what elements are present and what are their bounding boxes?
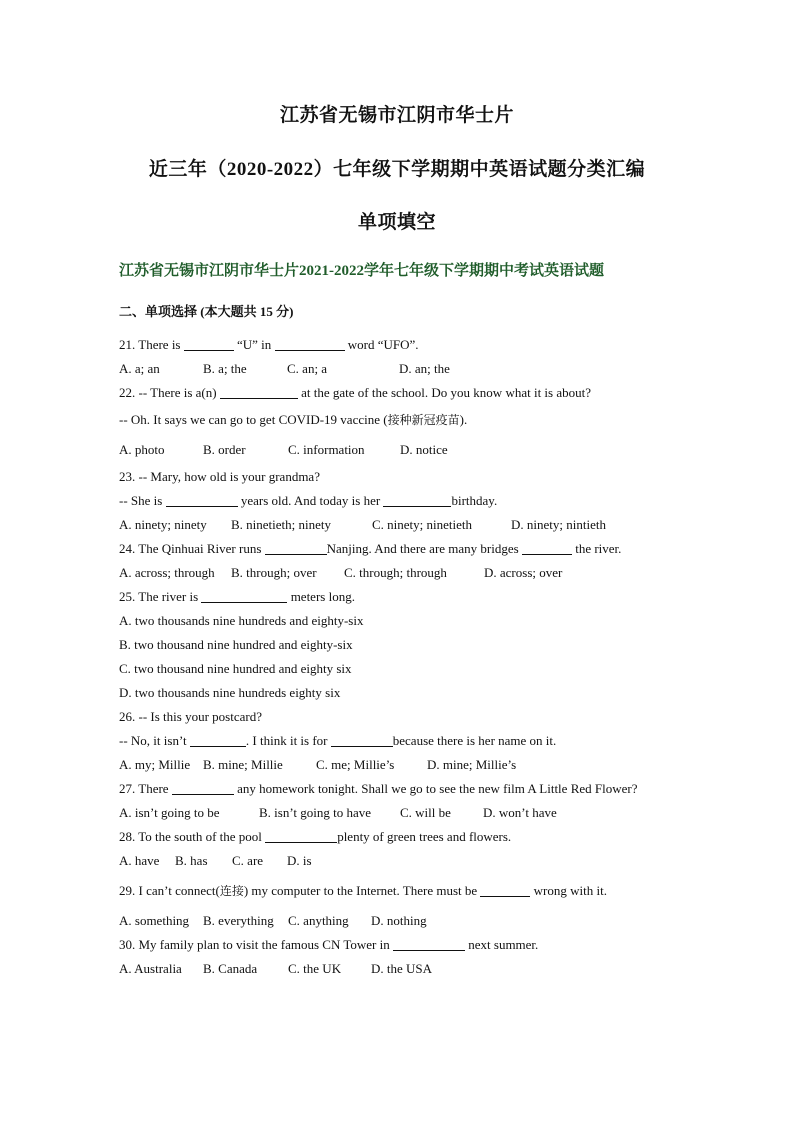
- option-c: C. the UK: [288, 961, 342, 976]
- option-c: C. anything: [288, 913, 349, 928]
- option-d: D. an; the: [399, 361, 450, 376]
- option-d: D. notice: [400, 442, 448, 457]
- options-30: [119, 957, 674, 981]
- option-c: C. an; a: [287, 361, 328, 376]
- answer-blank: [275, 336, 345, 351]
- option-d: D. nothing: [371, 913, 427, 928]
- question-21: 21. There is “U” in word “UFO”.: [119, 337, 419, 352]
- option-b: B. mine; Millie: [203, 757, 283, 772]
- option-a: A. photo: [119, 442, 165, 457]
- option-c: C. will be: [400, 805, 451, 820]
- question-24: 24. The Qinhuai River runs Nanjing. And there are many bridges the river.: [119, 541, 622, 556]
- question-23-answer: -- She is years old. And today is her birthday.: [119, 493, 498, 508]
- answer-blank: [265, 540, 327, 555]
- question-26-answer: -- No, it isn’t . I think it is for because there is her name on it.: [119, 733, 557, 748]
- option-d: D. ninety; nintieth: [511, 517, 606, 532]
- question-list: [119, 333, 674, 981]
- option-a: A. two thousands nine hundreds and eighty-six: [119, 613, 364, 628]
- answer-blank: [393, 936, 465, 951]
- option-a: A. my; Millie: [119, 757, 191, 772]
- option-b: B. has: [175, 853, 208, 868]
- option-a: A. ninety; ninety: [119, 517, 207, 532]
- option-b: B. a; the: [203, 361, 247, 376]
- answer-blank: [184, 336, 234, 351]
- question-28: 28. To the south of the pool plenty of green trees and flowers.: [119, 829, 512, 844]
- option-c: C. ninety; ninetieth: [372, 517, 473, 532]
- option-d: D. across; over: [484, 565, 563, 580]
- option-d: D. won’t have: [483, 805, 557, 820]
- option-d: D. is: [287, 853, 312, 868]
- question-23: 23. -- Mary, how old is your grandma?: [119, 469, 320, 484]
- doc-title-line3: 单项填空: [357, 212, 436, 233]
- question-22: 22. -- There is a(n) at the gate of the school. Do you know what it is about?: [119, 385, 592, 400]
- option-b: B. ninetieth; ninety: [231, 517, 332, 532]
- options-26: [119, 753, 674, 777]
- option-d: D. the USA: [371, 961, 433, 976]
- option-d: D. mine; Millie’s: [427, 757, 517, 772]
- option-b: B. two thousand nine hundred and eighty-six: [119, 637, 353, 652]
- question-25: 25. The river is meters long.: [119, 589, 355, 604]
- options-27: [119, 801, 674, 825]
- answer-blank: [190, 732, 246, 747]
- option-b: B. through; over: [231, 565, 317, 580]
- option-c: C. information: [288, 442, 365, 457]
- section-heading: 二、单项选择 (本大题共 15 分): [119, 304, 294, 319]
- options-22: [119, 435, 674, 465]
- answer-blank: [331, 732, 393, 747]
- option-c: C. me; Millie’s: [316, 757, 395, 772]
- question-27: 27. There any homework tonight. Shall we go to see the new film A Little Red Flower?: [119, 781, 638, 796]
- question-30: 30. My family plan to visit the famous CN Tower in next summer.: [119, 937, 539, 952]
- answer-blank: [172, 780, 234, 795]
- answer-blank: [265, 828, 337, 843]
- options-29: [119, 909, 674, 933]
- question-22-context: -- Oh. It says we can go to get COVID-19 vaccine (接种新冠疫苗).: [119, 412, 468, 427]
- option-c: C. through; through: [344, 565, 447, 580]
- exam-source-title: 江苏省无锡市江阴市华士片2021-2022学年七年级下学期期中考试英语试题: [119, 263, 604, 279]
- option-b: B. isn’t going to have: [259, 805, 372, 820]
- option-c: C. two thousand nine hundred and eighty six: [119, 661, 352, 676]
- answer-blank: [383, 492, 451, 507]
- question-29: 29. I can’t connect(连接) my computer to the Internet. There must be wrong with it.: [119, 883, 607, 898]
- option-a: A. have: [119, 853, 160, 868]
- options-21: [119, 357, 674, 381]
- option-a: A. isn’t going to be: [119, 805, 220, 820]
- option-b: B. order: [203, 442, 246, 457]
- options-24: [119, 561, 674, 585]
- doc-title-line1: 江苏省无锡市江阴市华士片: [279, 105, 514, 126]
- options-28: [119, 849, 674, 873]
- option-b: B. Canada: [203, 961, 258, 976]
- option-a: A. a; an: [119, 361, 160, 376]
- answer-blank: [522, 540, 572, 555]
- option-a: A. Australia: [119, 961, 182, 976]
- question-26: 26. -- Is this your postcard?: [119, 709, 262, 724]
- options-23: [119, 513, 674, 537]
- doc-title-line2: 近三年（2020-2022）七年级下学期期中英语试题分类汇编: [148, 159, 646, 180]
- answer-blank: [480, 882, 530, 897]
- option-b: B. everything: [203, 913, 274, 928]
- option-a: A. something: [119, 913, 190, 928]
- answer-blank: [166, 492, 238, 507]
- option-d: D. two thousands nine hundreds eighty six: [119, 685, 341, 700]
- option-a: A. across; through: [119, 565, 215, 580]
- option-c: C. are: [232, 853, 264, 868]
- answer-blank: [220, 384, 298, 399]
- answer-blank: [201, 588, 287, 603]
